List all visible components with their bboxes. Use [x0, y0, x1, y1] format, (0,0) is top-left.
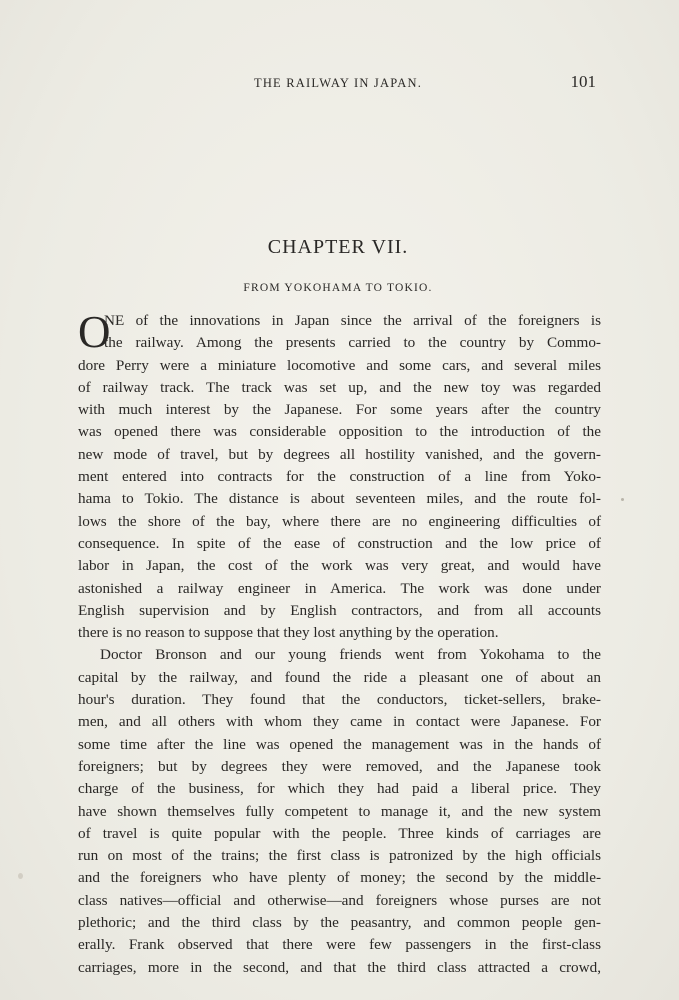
text-line: men, and all others with whom they came in contact were Japanese. For — [78, 713, 601, 731]
text-line: NE of the innovations in Japan since the arrival of the foreigners is — [104, 312, 601, 329]
text-line: carriages, more in the second, and that the third class attracted a crowd, — [78, 958, 601, 976]
text-line: and the foreigners who have plenty of money; the second by the middle- — [78, 869, 601, 887]
text-line: capital by the railway, and found the ride a pleasant one of about an — [78, 668, 601, 686]
drop-cap: O — [78, 307, 111, 357]
paragraph-2 — [78, 644, 601, 978]
text-line: plethoric; and the third class by the peasantry, and common people gen- — [78, 914, 601, 932]
text-line: foreigners; but by degrees they were removed, and the Japanese took — [78, 757, 601, 775]
text-line: dore Perry were a miniature locomotive and some cars, and several miles — [78, 356, 601, 374]
text-line: charge of the business, for which they had paid a liberal price. They — [78, 780, 601, 798]
text-line: the railway. Among the presents carried to the country by Commo- — [104, 334, 601, 352]
chapter-title: CHAPTER VII. — [267, 236, 409, 258]
text-line: there is no reason to suppose that they lost anything by the operation. — [78, 624, 499, 642]
text-line: Doctor Bronson and our young friends went from Yokohama to the — [100, 646, 601, 664]
text-line: some time after the line was opened the management was in the hands of — [78, 735, 601, 753]
text-line: hour's duration. They found that the conductors, ticket-sellers, brake- — [78, 691, 601, 709]
text-line: hama to Tokio. The distance is about seventeen miles, and the route fol- — [78, 490, 601, 508]
text-line: of travel is quite popular with the people. Three kinds of carriages are — [78, 824, 601, 842]
text-line: English supervision and by English contractors, and from all accounts — [78, 601, 601, 619]
paper-speck — [18, 873, 23, 879]
text-line: consequence. In spite of the ease of construction and the low price of — [78, 534, 601, 552]
running-head — [78, 74, 598, 94]
text-line: lows the shore of the bay, where there are no engineering difficulties of — [78, 512, 601, 530]
text-line: was opened there was considerable opposition to the introduction of the — [78, 423, 601, 441]
text-line: ment entered into contracts for the construction of a line from Yoko- — [78, 468, 601, 486]
text-line: have shown themselves fully competent to manage it, and the new system — [78, 802, 601, 820]
text-line: labor in Japan, the cost of the work was very great, and would have — [78, 557, 601, 575]
paper-speck — [621, 498, 624, 501]
body-text — [78, 307, 601, 979]
paragraph-1 — [78, 307, 601, 644]
text-line: class natives—official and otherwise—and foreigners whose purses are not — [78, 891, 601, 909]
text-line: new mode of travel, but by degrees all hostility vanished, and the govern- — [78, 445, 601, 463]
text-line: of railway track. The track was set up, and the new toy was regarded — [78, 378, 601, 396]
text-line: with much interest by the Japanese. For some years after the country — [78, 401, 601, 419]
text-line: run on most of the trains; the first class is patronized by the high officials — [78, 847, 601, 865]
text-line: astonished a railway engineer in America. The work was done under — [78, 579, 601, 597]
chapter-subtitle: FROM YOKOHAMA TO TOKIO. — [243, 282, 433, 294]
text-line: erally. Frank observed that there were few passengers in the first-class — [78, 936, 601, 954]
page-number: 101 — [570, 72, 596, 91]
running-title: THE RAILWAY IN JAPAN. — [253, 76, 423, 90]
